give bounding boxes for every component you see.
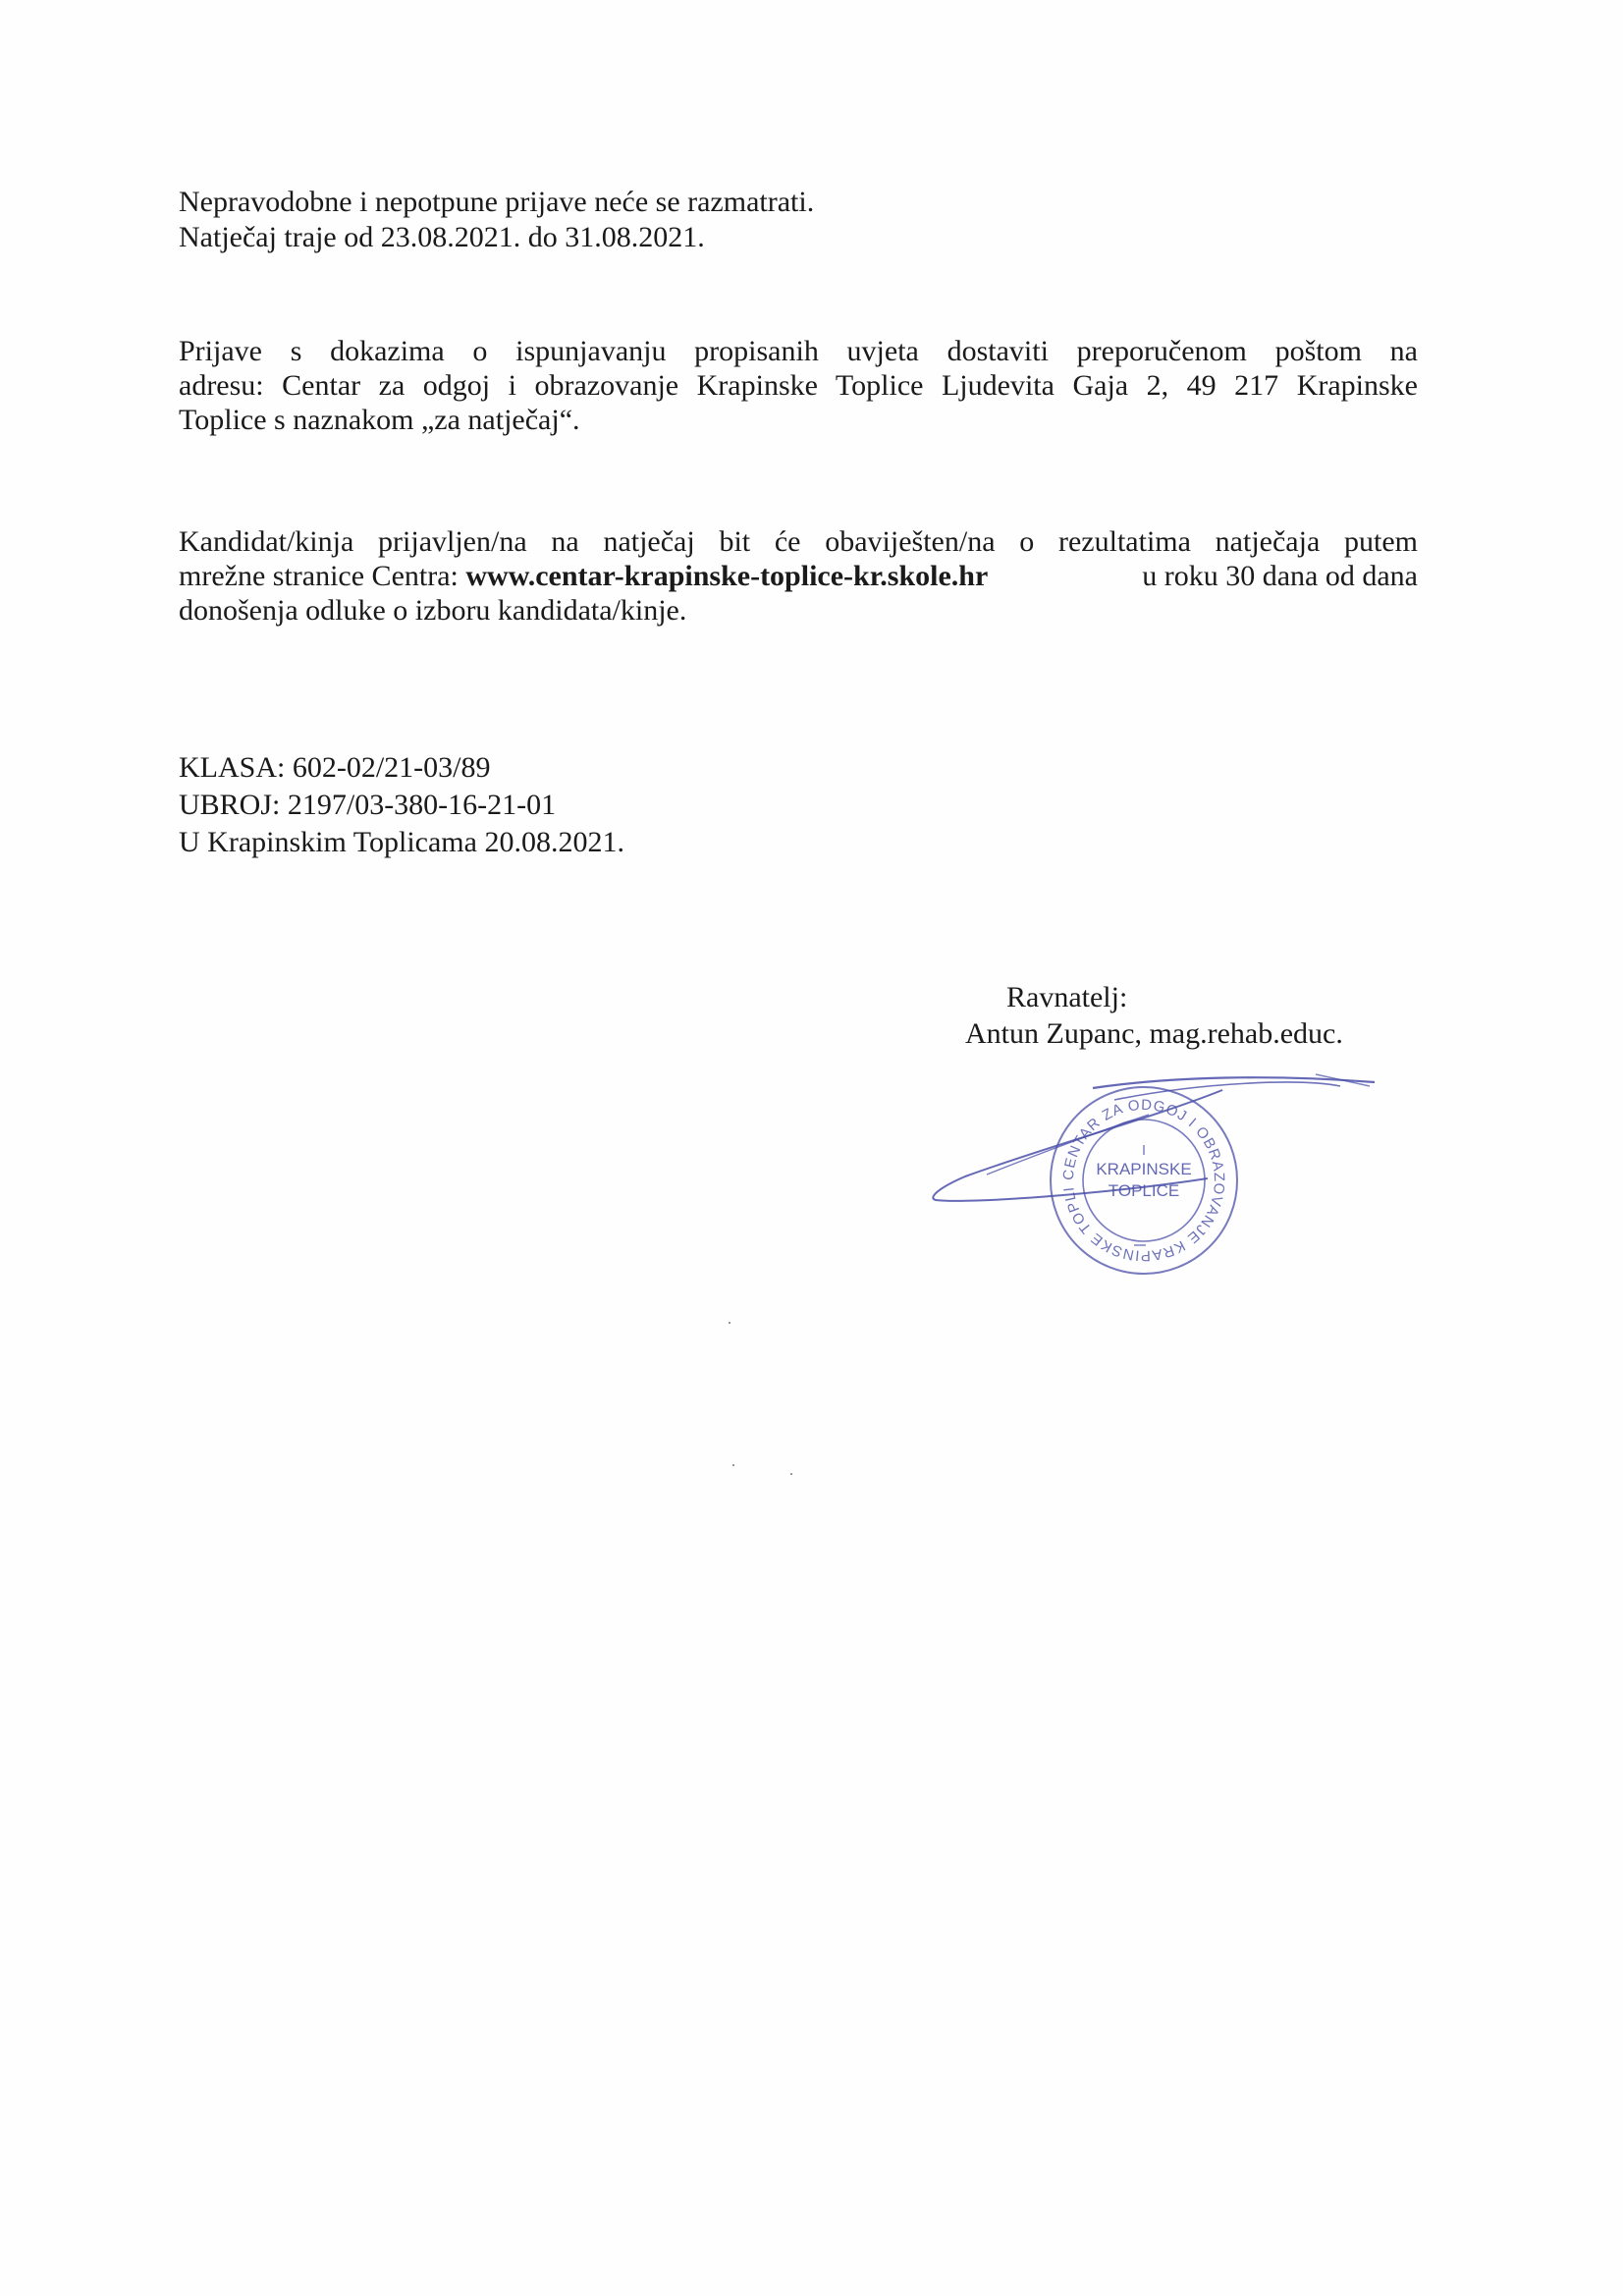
notice-line-2 bbox=[179, 559, 1418, 593]
notice-line-2-suffix: u roku 30 dana od dana bbox=[1127, 560, 1418, 592]
intro-line-1: Nepravodobne i nepotpune prijave neće se razmatrati. bbox=[179, 186, 815, 218]
stamp-and-signature bbox=[928, 1061, 1380, 1286]
place-date-line: U Krapinskim Toplicama 20.08.2021. bbox=[179, 826, 624, 858]
signatory-name: Antun Zupanc, mag.rehab.educ. bbox=[965, 1017, 1343, 1050]
scan-speck bbox=[732, 1464, 734, 1466]
submission-line-2: adresu: Centar za odgoj i obrazovanje Krapinske Toplice Ljudevita Gaja 2, 49 217 Krapinske bbox=[179, 369, 1418, 402]
signatory-role: Ravnatelj: bbox=[1006, 981, 1128, 1013]
scan-speck bbox=[790, 1473, 792, 1475]
official-stamp-icon bbox=[928, 1061, 1380, 1286]
notice-line-1: Kandidat/kinja prijavljen/na na natječaj bit će obaviješten/na o rezultatima natječaja putem bbox=[179, 525, 1418, 558]
stamp-outer-text: CENTAR ZA ODGOJ I OBRAZOVANJE KRAPINSKE TOPLI bbox=[1059, 1096, 1228, 1265]
submission-paragraph bbox=[179, 334, 1418, 437]
stamp-inner-line-1: KRAPINSKE bbox=[1096, 1160, 1192, 1178]
notice-paragraph bbox=[179, 524, 1418, 628]
klasa-line: KLASA: 602-02/21-03/89 bbox=[179, 751, 491, 784]
submission-line-1: Prijave s dokazima o ispunjavanju propisanih uvjeta dostaviti preporučenom poštom na bbox=[179, 335, 1418, 367]
stamp-inner-line-2: TOPLICE bbox=[1108, 1181, 1180, 1200]
notice-line-2-prefix: mrežne stranice Centra: bbox=[179, 560, 466, 592]
notice-line-3: donošenja odluke o izboru kandidata/kinje. bbox=[179, 594, 687, 627]
urbroj-line: UBROJ: 2197/03-380-16-21-01 bbox=[179, 789, 557, 821]
notice-line-2-lead bbox=[179, 559, 988, 593]
submission-line-3: Toplice s naznakom „za natječaj“. bbox=[179, 404, 580, 436]
scan-speck bbox=[729, 1322, 730, 1324]
intro-line-2: Natječaj traje od 23.08.2021. do 31.08.2021. bbox=[179, 221, 705, 253]
centre-website-url: www.centar-krapinske-toplice-kr.skole.hr bbox=[465, 560, 989, 592]
